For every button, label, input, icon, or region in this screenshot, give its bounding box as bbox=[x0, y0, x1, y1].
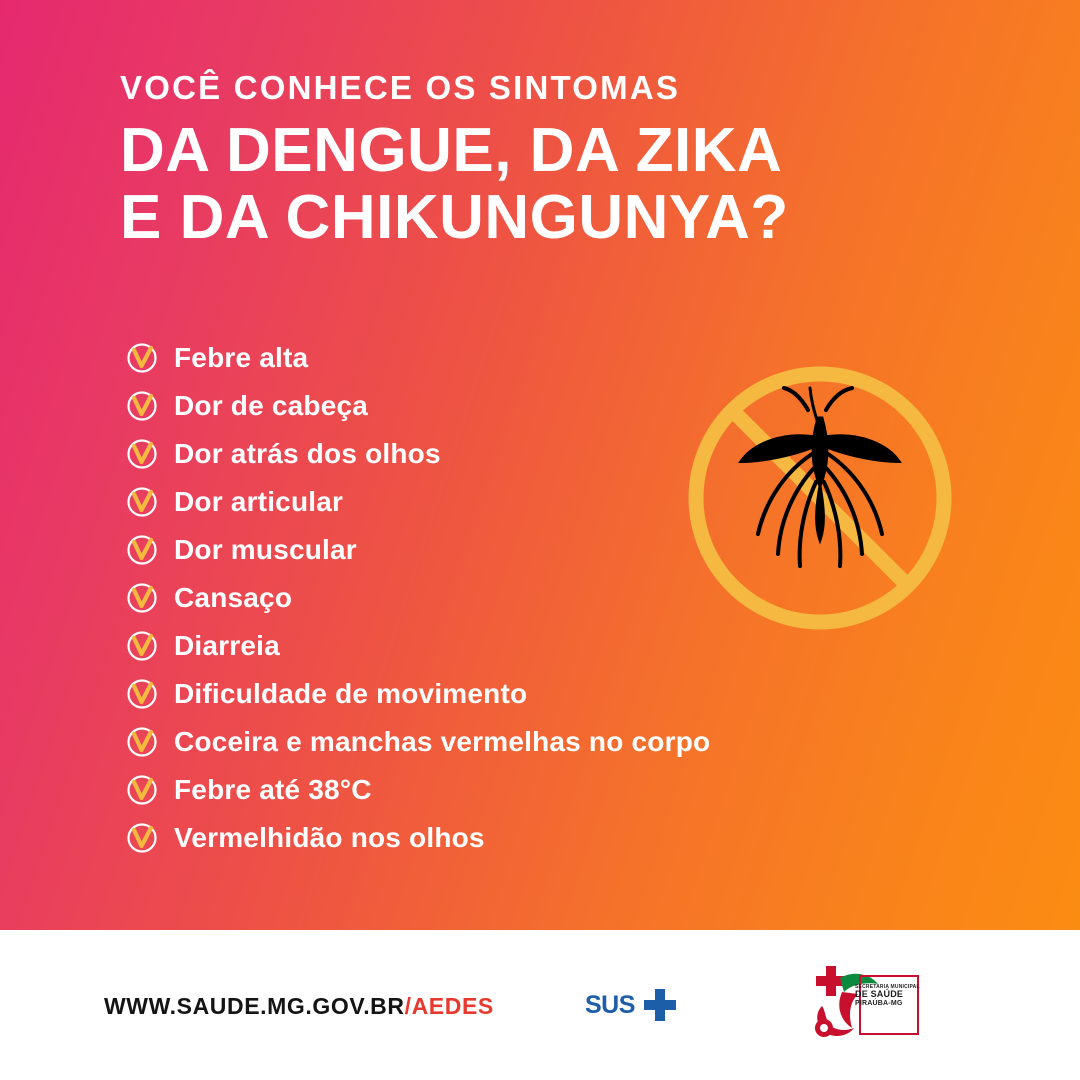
check-circle-icon bbox=[126, 774, 158, 806]
headline-block bbox=[120, 70, 1000, 251]
check-circle-icon bbox=[126, 822, 158, 854]
sus-logo bbox=[585, 985, 680, 1025]
city-logo-line-2: DE SAÚDE bbox=[855, 989, 904, 1000]
website-url[interactable] bbox=[104, 993, 494, 1020]
page-title bbox=[120, 118, 1000, 251]
sus-cross-icon bbox=[640, 985, 680, 1025]
symptom-label: Dor articular bbox=[174, 486, 344, 517]
check-circle-icon bbox=[126, 534, 158, 566]
symptom-label: Coceira e manchas vermelhas no corpo bbox=[174, 726, 711, 757]
check-circle-icon bbox=[126, 486, 158, 518]
symptom-label: Dor atrás dos olhos bbox=[174, 438, 441, 469]
city-logo-line-3: PIRAÚBA-MG bbox=[855, 999, 903, 1007]
website-url-accent: /AEDES bbox=[404, 993, 494, 1019]
footer-bar bbox=[0, 930, 1080, 1080]
list-item bbox=[126, 718, 886, 766]
symptom-label: Febre alta bbox=[174, 342, 309, 373]
sus-logo-label: SUS bbox=[585, 990, 635, 1019]
check-circle-icon bbox=[126, 726, 158, 758]
symptom-label: Cansaço bbox=[174, 582, 293, 613]
symptom-label: Diarreia bbox=[174, 630, 280, 661]
check-circle-icon bbox=[126, 342, 158, 374]
symptom-label: Dificuldade de movimento bbox=[174, 678, 528, 709]
symptom-label: Febre até 38°C bbox=[174, 774, 372, 805]
check-circle-icon bbox=[126, 630, 158, 662]
list-item bbox=[126, 814, 886, 862]
headline-line-2: E DA CHIKUNGUNYA? bbox=[120, 182, 789, 252]
check-circle-icon bbox=[126, 438, 158, 470]
no-mosquito-icon bbox=[680, 358, 960, 638]
list-item bbox=[126, 670, 886, 718]
symptom-label: Dor muscular bbox=[174, 534, 357, 565]
kicker-text: VOCÊ CONHECE OS SINTOMAS bbox=[120, 69, 681, 106]
headline-line-1: DA DENGUE, DA ZIKA bbox=[120, 116, 783, 186]
symptom-label: Vermelhidão nos olhos bbox=[174, 822, 485, 853]
check-circle-icon bbox=[126, 390, 158, 422]
list-item bbox=[126, 766, 886, 814]
check-circle-icon bbox=[126, 678, 158, 710]
website-url-main: WWW.SAUDE.MG.GOV.BR bbox=[104, 993, 405, 1019]
city-logo-line-1: SECRETARIA MUNICIPAL bbox=[855, 984, 920, 990]
check-circle-icon bbox=[126, 582, 158, 614]
symptom-label: Dor de cabeça bbox=[174, 390, 369, 421]
city-logo-text bbox=[855, 985, 925, 1007]
